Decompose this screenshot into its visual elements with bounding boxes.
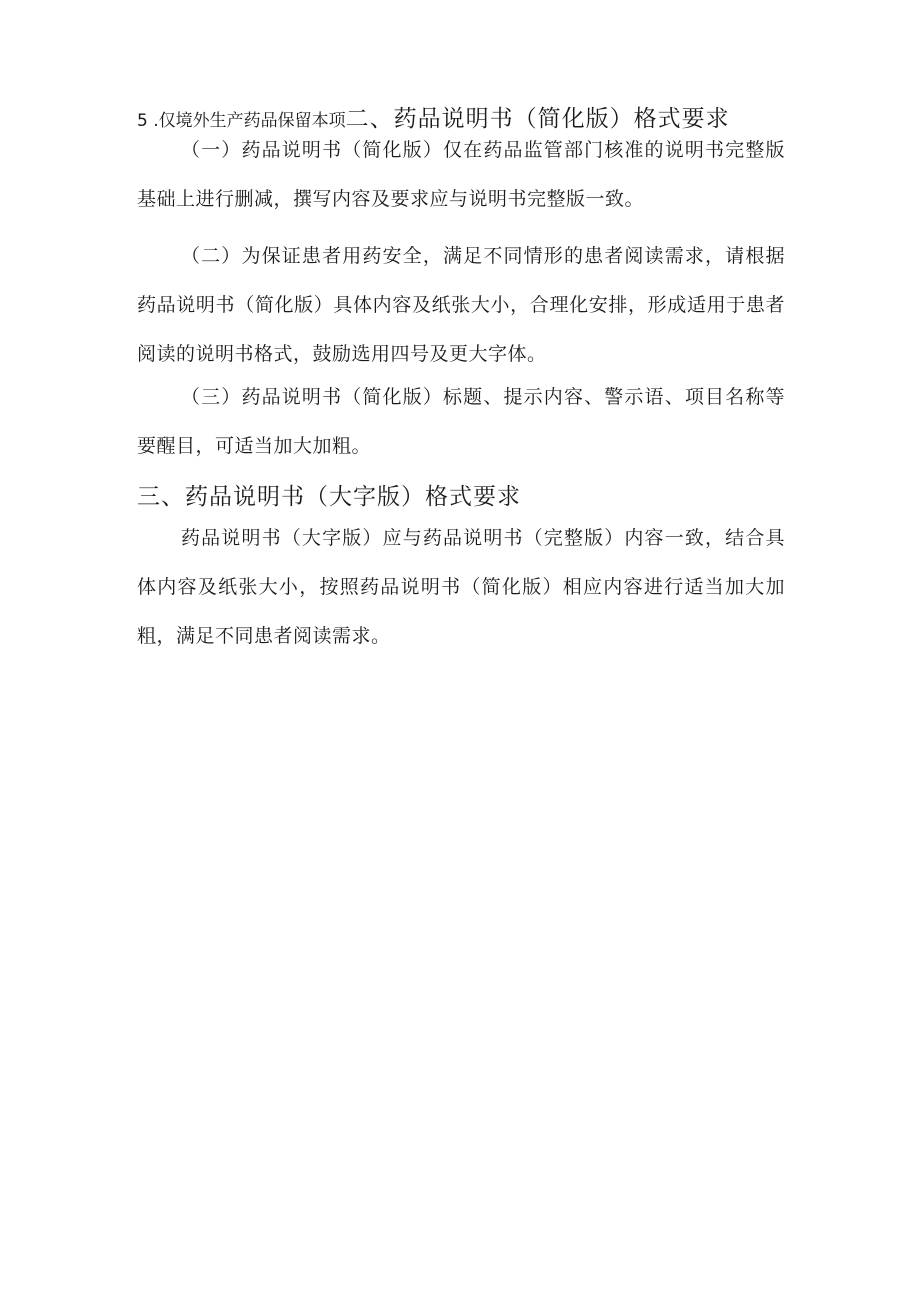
section-2-item-2: （二）为保证患者用药安全，满足不同情形的患者阅读需求，请根据药品说明书（简化版）具体内容及纸张大小，合理化安排，形成适用于患者阅读的说明书格式，鼓励选用四号及更大字体。 xyxy=(137,245,785,365)
section-2-item-1: （一）药品说明书（简化版）仅在药品监管部门核准的说明书完整版基础上进行删减，撰写内容及要求应与说明书完整版一致。 xyxy=(137,139,785,210)
section-3-heading: 三、药品说明书（大字版）格式要求 xyxy=(137,484,521,510)
section-2-heading: 二、药品说明书（简化版）格式要求 xyxy=(345,106,730,132)
section-3-paragraph: 药品说明书（大字版）应与药品说明书（完整版）内容一致，结合具体内容及纸张大小，按照药品说明书（简化版）相应内容进行适当加大加粗，满足不同患者阅读需求。 xyxy=(137,527,785,647)
item-5-note: 5 .仅境外生产药品保留本项 xyxy=(137,111,346,131)
section-2-item-3: （三）药品说明书（简化版）标题、提示内容、警示语、项目名称等要醒目，可适当加大加粗。 xyxy=(137,386,785,457)
